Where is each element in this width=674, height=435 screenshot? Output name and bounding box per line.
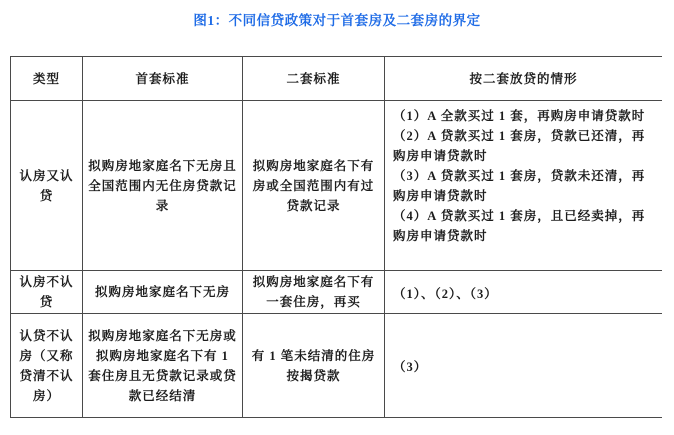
figure-title: 图1：不同信贷政策对于首套房及二套房的界定 [193, 13, 481, 28]
row2-type-cell: 认房不认贷 [11, 271, 83, 314]
first-standard-line: 拟购房地家庭名下有 1 套住房且无贷款记录或贷款已经结清 [88, 348, 237, 403]
row1-second-standard-cell: 拟购房地家庭名下有房或全国范围内有过贷款记录 [243, 101, 385, 271]
row2-lending-cases-cell [385, 271, 662, 314]
first-standard-line: 拟购房地家庭名下无房或 [88, 328, 237, 343]
header-cell-type: 类型 [11, 57, 83, 101]
case-item: （2）A 贷款买过 1 套房，贷款已还清，再购房申请贷款时 [393, 129, 646, 163]
policy-definition-table [10, 56, 662, 418]
row1-lending-cases-cell [385, 101, 662, 271]
case-item: （1）、（2）、（3） [393, 286, 498, 301]
case-item: （3） [393, 360, 428, 374]
row3-type-cell: 认贷不认房（又称贷清不认房） [11, 314, 83, 417]
case-item: （1）A 全款买过 1 套，再购房申请贷款时 [393, 109, 646, 123]
row3-lending-cases-cell [385, 314, 662, 417]
row2-first-standard-cell: 拟购房地家庭名下无房 [83, 271, 243, 314]
row3-second-standard-cell: 有 1 笔未结清的住房按揭贷款 [243, 314, 385, 417]
row2-second-standard-cell: 拟购房地家庭名下有一套住房，再买 [243, 271, 385, 314]
case-item: （3）A 贷款买过 1 套房，贷款未还清，再购房申请贷款时 [393, 169, 646, 203]
row1-first-standard-cell: 拟购房地家庭名下无房且全国范围内无住房贷款记录 [83, 101, 243, 271]
row1-type-cell: 认房又认贷 [11, 101, 83, 271]
case-item: （4）A 贷款买过 1 套房，且已经卖掉，再购房申请贷款时 [393, 209, 646, 243]
header-cell-second-home-lending-cases: 按二套放贷的情形 [385, 57, 662, 101]
header-cell-first-home-standard: 首套标准 [83, 57, 243, 101]
row3-first-standard-cell [83, 314, 243, 417]
header-cell-second-home-standard: 二套标准 [243, 57, 385, 101]
